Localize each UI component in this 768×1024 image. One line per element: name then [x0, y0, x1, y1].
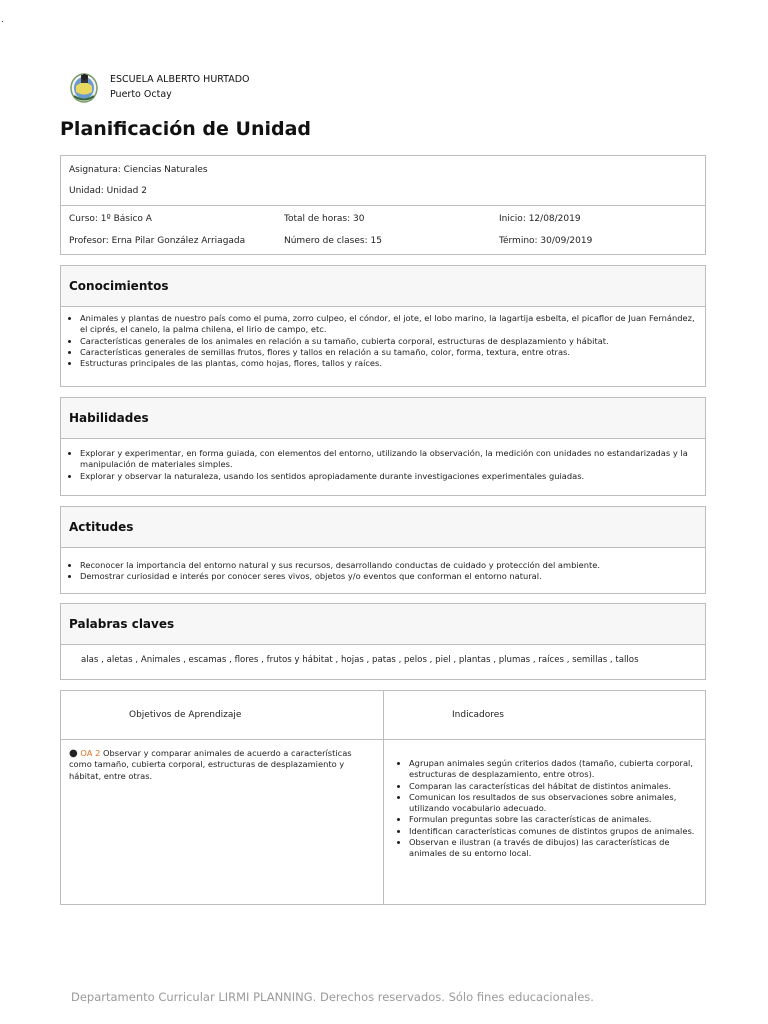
- page-title: Planificación de Unidad: [60, 118, 312, 140]
- school-logo-icon: [68, 70, 100, 104]
- keywords-section: [60, 603, 706, 680]
- list-item: • Explorar y observar la naturaleza, usando los sentidos apropiadamente durante investigaciones experimentales guiadas.: [80, 471, 695, 482]
- course-field: Curso: 1º Básico A: [69, 214, 152, 224]
- info-divider: [61, 205, 705, 206]
- attitudes-heading: Actitudes: [61, 507, 705, 548]
- school-location: Puerto Octay: [110, 89, 172, 100]
- knowledge-list: [69, 313, 695, 369]
- skills-section: [60, 397, 706, 496]
- list-item: • Animales y plantas de nuestro país como el puma, zorro culpeo, el cóndor, el jote, el lobo marino, la lagartija esbelta, el picaflor de Juan Fernández, el ciprés, el canelo, la palma chilena, el lirio de campo, etc.: [80, 313, 695, 336]
- list-item: • Observan e ilustran (a través de dibujos) las características de animales de su entorno local.: [409, 837, 695, 860]
- subject-field: Asignatura: Ciencias Naturales: [69, 165, 208, 175]
- list-item: • Explorar y experimentar, en forma guiada, con elementos del entorno, utilizando la observación, la medición con unidades no estandarizadas y la manipulación de materiales simples.: [80, 448, 695, 471]
- attitudes-list: [69, 560, 695, 583]
- knowledge-heading: Conocimientos: [61, 266, 705, 307]
- class-count-field: Número de clases: 15: [284, 236, 382, 246]
- footer-text: Departamento Curricular LIRMI PLANNING. Derechos reservados. Sólo fines educacionales.: [71, 990, 594, 1004]
- indicators-cell: [384, 740, 706, 905]
- objective-text: Observar y comparar animales de acuerdo a características como tamaño, cubierta corporal, estructuras de desplazamiento y hábitat, entre otras.: [69, 748, 352, 781]
- total-hours-field: Total de horas: 30: [284, 214, 365, 224]
- oa-code: OA 2: [80, 748, 101, 758]
- stray-dot: .: [1, 15, 4, 25]
- indicators-list: [398, 758, 695, 860]
- list-item: • Comunican los resultados de sus observaciones sobre animales, utilizando vocabulario adecuado.: [409, 792, 695, 815]
- list-item: • Reconocer la importancia del entorno natural y sus recursos, desarrollando conductas de cuidado y protección del ambiente.: [80, 560, 695, 571]
- list-item: • Características generales de semillas frutos, flores y tallos en relación a su tamaño, color, forma, textura, entre otras.: [80, 347, 695, 358]
- indicators-header: Indicadores: [384, 691, 706, 740]
- unit-info-box: [60, 155, 706, 255]
- list-item: • Estructuras principales de las plantas, como hojas, flores, tallos y raíces.: [80, 358, 695, 369]
- school-name: ESCUELA ALBERTO HURTADO: [110, 74, 250, 85]
- school-header: [68, 70, 250, 104]
- unit-field: Unidad: Unidad 2: [69, 186, 147, 196]
- list-item: • Formulan preguntas sobre las características de animales.: [409, 814, 695, 825]
- list-item: • Características generales de los animales en relación a su tamaño, cubierta corporal, estructuras de desplazamiento y hábitat.: [80, 336, 695, 347]
- teacher-field: Profesor: Erna Pilar González Arriagada: [69, 236, 246, 246]
- keywords-text: alas , aletas , Animales , escamas , flores , frutos y hábitat , hojas , patas , pelos , piel , plantas , plumas , raíces , semillas , tallos: [81, 655, 639, 665]
- end-date-field: Término: 30/09/2019: [499, 236, 593, 246]
- knowledge-section: [60, 265, 706, 387]
- objectives-table: [60, 690, 706, 905]
- skills-heading: Habilidades: [61, 398, 705, 439]
- list-item: • Agrupan animales según criterios dados (tamaño, cubierta corporal, estructuras de desplazamiento, entre otros).: [409, 758, 695, 781]
- list-item: • Comparan las características del hábitat de distintos animales.: [409, 781, 695, 792]
- keywords-heading: Palabras claves: [61, 604, 705, 645]
- list-item: • Identifican características comunes de distintos grupos de animales.: [409, 826, 695, 837]
- list-item: • Demostrar curiosidad e interés por conocer seres vivos, objetos y/o eventos que conforman el entorno natural.: [80, 571, 695, 582]
- objectives-header: Objetivos de Aprendizaje: [61, 691, 384, 740]
- objective-cell: [61, 740, 384, 905]
- bullet-icon: ●: [69, 748, 78, 759]
- start-date-field: Inicio: 12/08/2019: [499, 214, 581, 224]
- attitudes-section: [60, 506, 706, 594]
- skills-list: [69, 448, 695, 482]
